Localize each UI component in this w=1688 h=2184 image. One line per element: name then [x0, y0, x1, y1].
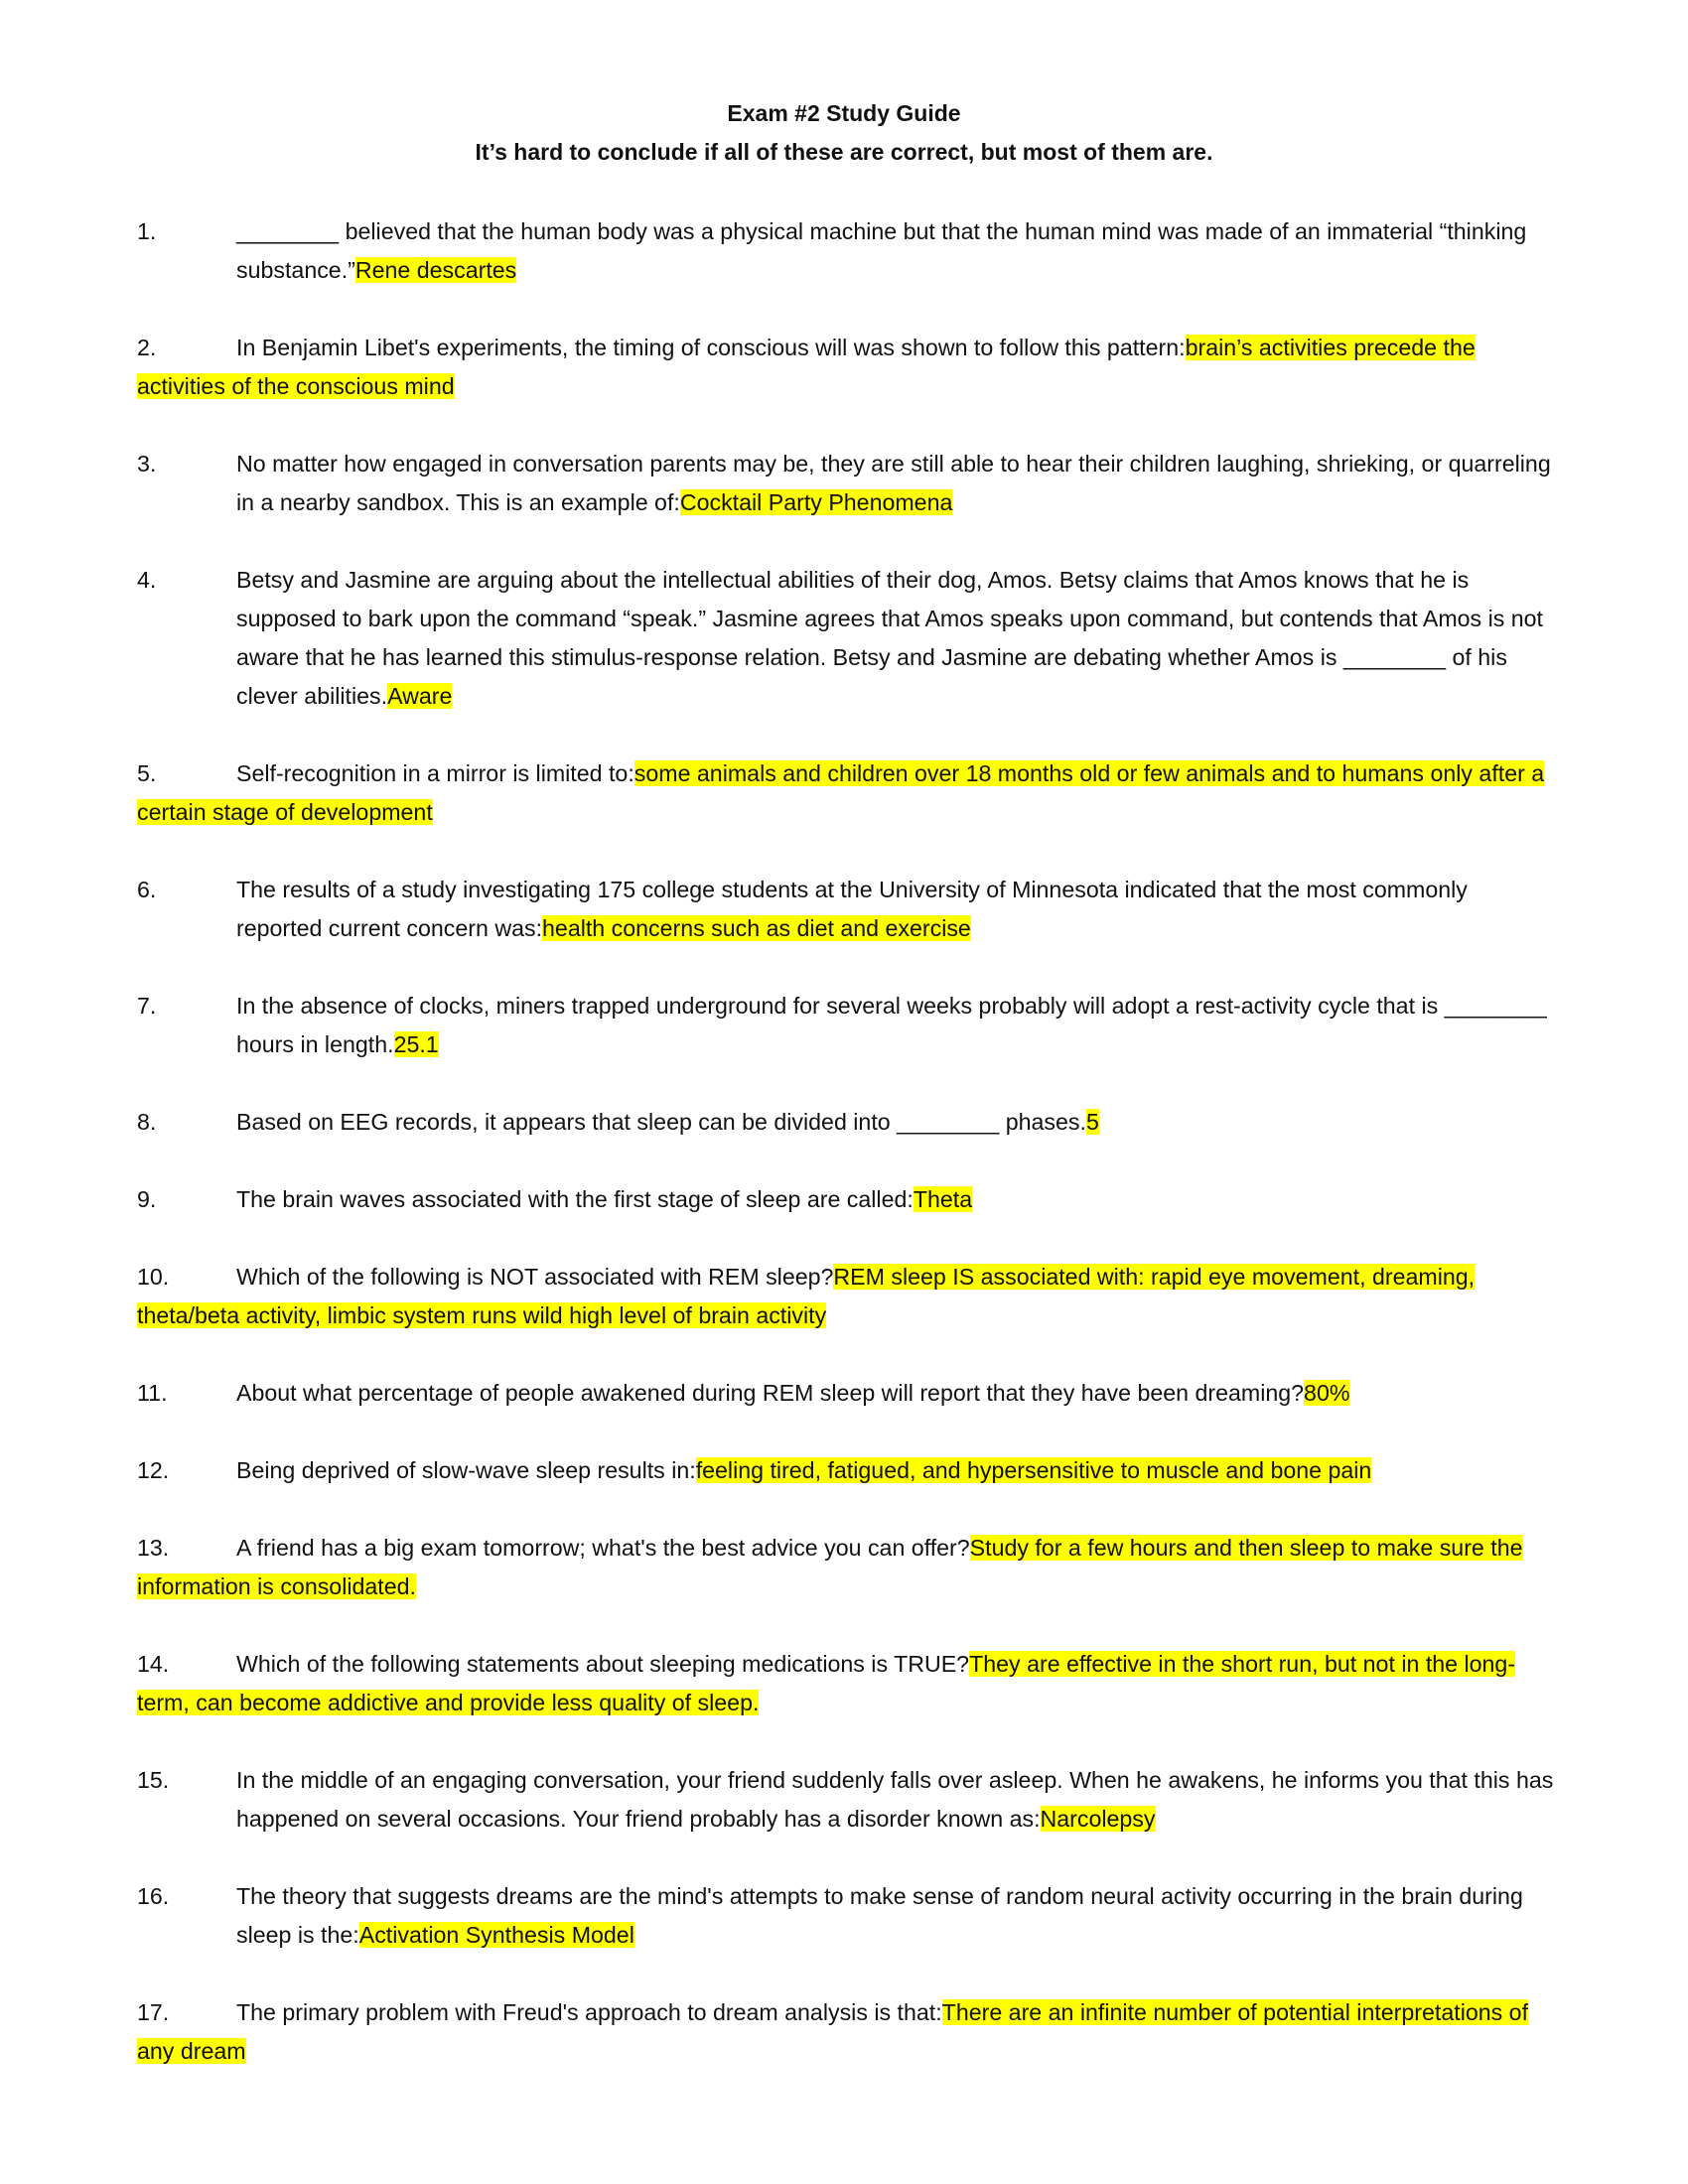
- question-item: [137, 987, 1555, 1064]
- question-text: ________ believed that the human body was a physical machine but that the human mind was made of an immaterial “thinking substance.”: [236, 218, 1527, 283]
- highlighted-answer: They are effective in the short run, but not in the long-term, can become addictive and provide less quality of sleep.: [137, 1651, 1516, 1715]
- highlighted-answer: Narcolepsy: [1040, 1806, 1156, 1832]
- question-text: No matter how engaged in conversation parents may be, they are still able to hear their children laughing, shrieking, or quarreling in a nearby sandbox. This is an example of:: [236, 451, 1551, 515]
- highlighted-answer: There are an infinite number of potential interpretations of any dream: [137, 1999, 1529, 2064]
- question-item: [137, 1374, 1555, 1413]
- question-number: 4.: [137, 567, 157, 593]
- question-item: [137, 329, 1555, 406]
- question-text: The theory that suggests dreams are the mind's attempts to make sense of random neural activity occurring in the brain during sleep is the:: [236, 1883, 1523, 1948]
- highlighted-answer: 5: [1085, 1109, 1099, 1135]
- page-subtitle: It’s hard to conclude if all of these are correct, but most of them are.: [475, 139, 1213, 165]
- question-text: The primary problem with Freud's approach to dream analysis is that:: [236, 1999, 942, 2025]
- question-item: [137, 445, 1555, 522]
- page-title: Exam #2 Study Guide: [727, 100, 961, 126]
- question-number: 6.: [137, 877, 157, 902]
- question-text: Being deprived of slow-wave sleep results in:: [236, 1457, 696, 1483]
- question-number: 1.: [137, 218, 157, 244]
- question-text: About what percentage of people awakened during REM sleep will report that they have been dreaming?: [236, 1380, 1305, 1406]
- question-number: 3.: [137, 451, 157, 477]
- question-number: 16.: [137, 1883, 170, 1909]
- question-number: 12.: [137, 1457, 170, 1483]
- highlighted-answer: feeling tired, fatigued, and hypersensitive to muscle and bone pain: [695, 1457, 1372, 1483]
- question-text: In the absence of clocks, miners trapped underground for several weeks probably will adopt a rest-activity cycle that is ________ hours in length.: [236, 993, 1547, 1057]
- question-item: [137, 212, 1555, 290]
- question-text: Which of the following is NOT associated with REM sleep?: [236, 1264, 834, 1290]
- question-text: In Benjamin Libet's experiments, the timing of conscious will was shown to follow this pattern:: [236, 335, 1186, 360]
- highlighted-answer: health concerns such as diet and exercise: [542, 915, 971, 941]
- question-number: 5.: [137, 760, 157, 786]
- question-item: [137, 561, 1555, 716]
- question-text: Based on EEG records, it appears that sleep can be divided into ________ phases.: [236, 1109, 1086, 1135]
- highlighted-answer: 25.1: [393, 1031, 439, 1057]
- question-item: [137, 754, 1555, 832]
- question-number: 9.: [137, 1186, 157, 1212]
- question-number: 7.: [137, 993, 157, 1019]
- question-item: [137, 1761, 1555, 1839]
- question-text: Betsy and Jasmine are arguing about the intellectual abilities of their dog, Amos. Betsy claims that Amos knows that he is supposed to bark upon the command “speak.” Jasmine agrees that Amos speaks upon command, but contends that Amos is not aware that he has learned this stimulus-response relation. Betsy and Jasmine are debating whether Amos is ________ of his clever abilities.: [236, 567, 1543, 709]
- question-number: 15.: [137, 1767, 170, 1793]
- question-text: In the middle of an engaging conversation, your friend suddenly falls over asleep. When he awakens, he informs you that this has happened on several occasions. Your friend probably has a disorder known as:: [236, 1767, 1554, 1832]
- question-item: [137, 1529, 1555, 1606]
- question-number: 14.: [137, 1651, 170, 1677]
- highlighted-answer: brain’s activities precede the activities of the conscious mind: [137, 335, 1476, 399]
- highlighted-answer: Cocktail Party Phenomena: [679, 489, 953, 515]
- question-number: 2.: [137, 335, 157, 360]
- highlighted-answer: Theta: [913, 1186, 973, 1212]
- question-item: [137, 1877, 1555, 1955]
- highlighted-answer: some animals and children over 18 months old or few animals and to humans only after a certain stage of development: [137, 760, 1545, 825]
- question-text: Which of the following statements about sleeping medications is TRUE?: [236, 1651, 970, 1677]
- question-number: 17.: [137, 1999, 170, 2025]
- highlighted-answer: Activation Synthesis Model: [358, 1922, 634, 1948]
- highlighted-answer: 80%: [1304, 1380, 1350, 1406]
- question-item: [137, 1103, 1555, 1142]
- title-block: [0, 94, 1688, 172]
- question-item: [137, 1451, 1555, 1490]
- highlighted-answer: Study for a few hours and then sleep to make sure the information is consolidated.: [137, 1535, 1523, 1599]
- question-text: Self-recognition in a mirror is limited to:: [236, 760, 634, 786]
- question-item: [137, 1993, 1555, 2071]
- question-number: 13.: [137, 1535, 170, 1561]
- question-text: The brain waves associated with the first stage of sleep are called:: [236, 1186, 914, 1212]
- highlighted-answer: Aware: [387, 683, 453, 709]
- question-number: 8.: [137, 1109, 157, 1135]
- question-item: [137, 1645, 1555, 1722]
- highlighted-answer: REM sleep IS associated with: rapid eye movement, dreaming, theta/beta activity, limbic system runs wild high level of brain activity: [137, 1264, 1476, 1328]
- question-item: [137, 871, 1555, 948]
- question-text: A friend has a big exam tomorrow; what's the best advice you can offer?: [236, 1535, 970, 1561]
- highlighted-answer: Rene descartes: [354, 257, 517, 283]
- question-number: 11.: [137, 1380, 168, 1406]
- question-list: [137, 212, 1555, 2110]
- question-item: [137, 1180, 1555, 1219]
- question-text: The results of a study investigating 175 college students at the University of Minnesota indicated that the most commonly reported current concern was:: [236, 877, 1468, 941]
- question-number: 10.: [137, 1264, 170, 1290]
- question-item: [137, 1258, 1555, 1335]
